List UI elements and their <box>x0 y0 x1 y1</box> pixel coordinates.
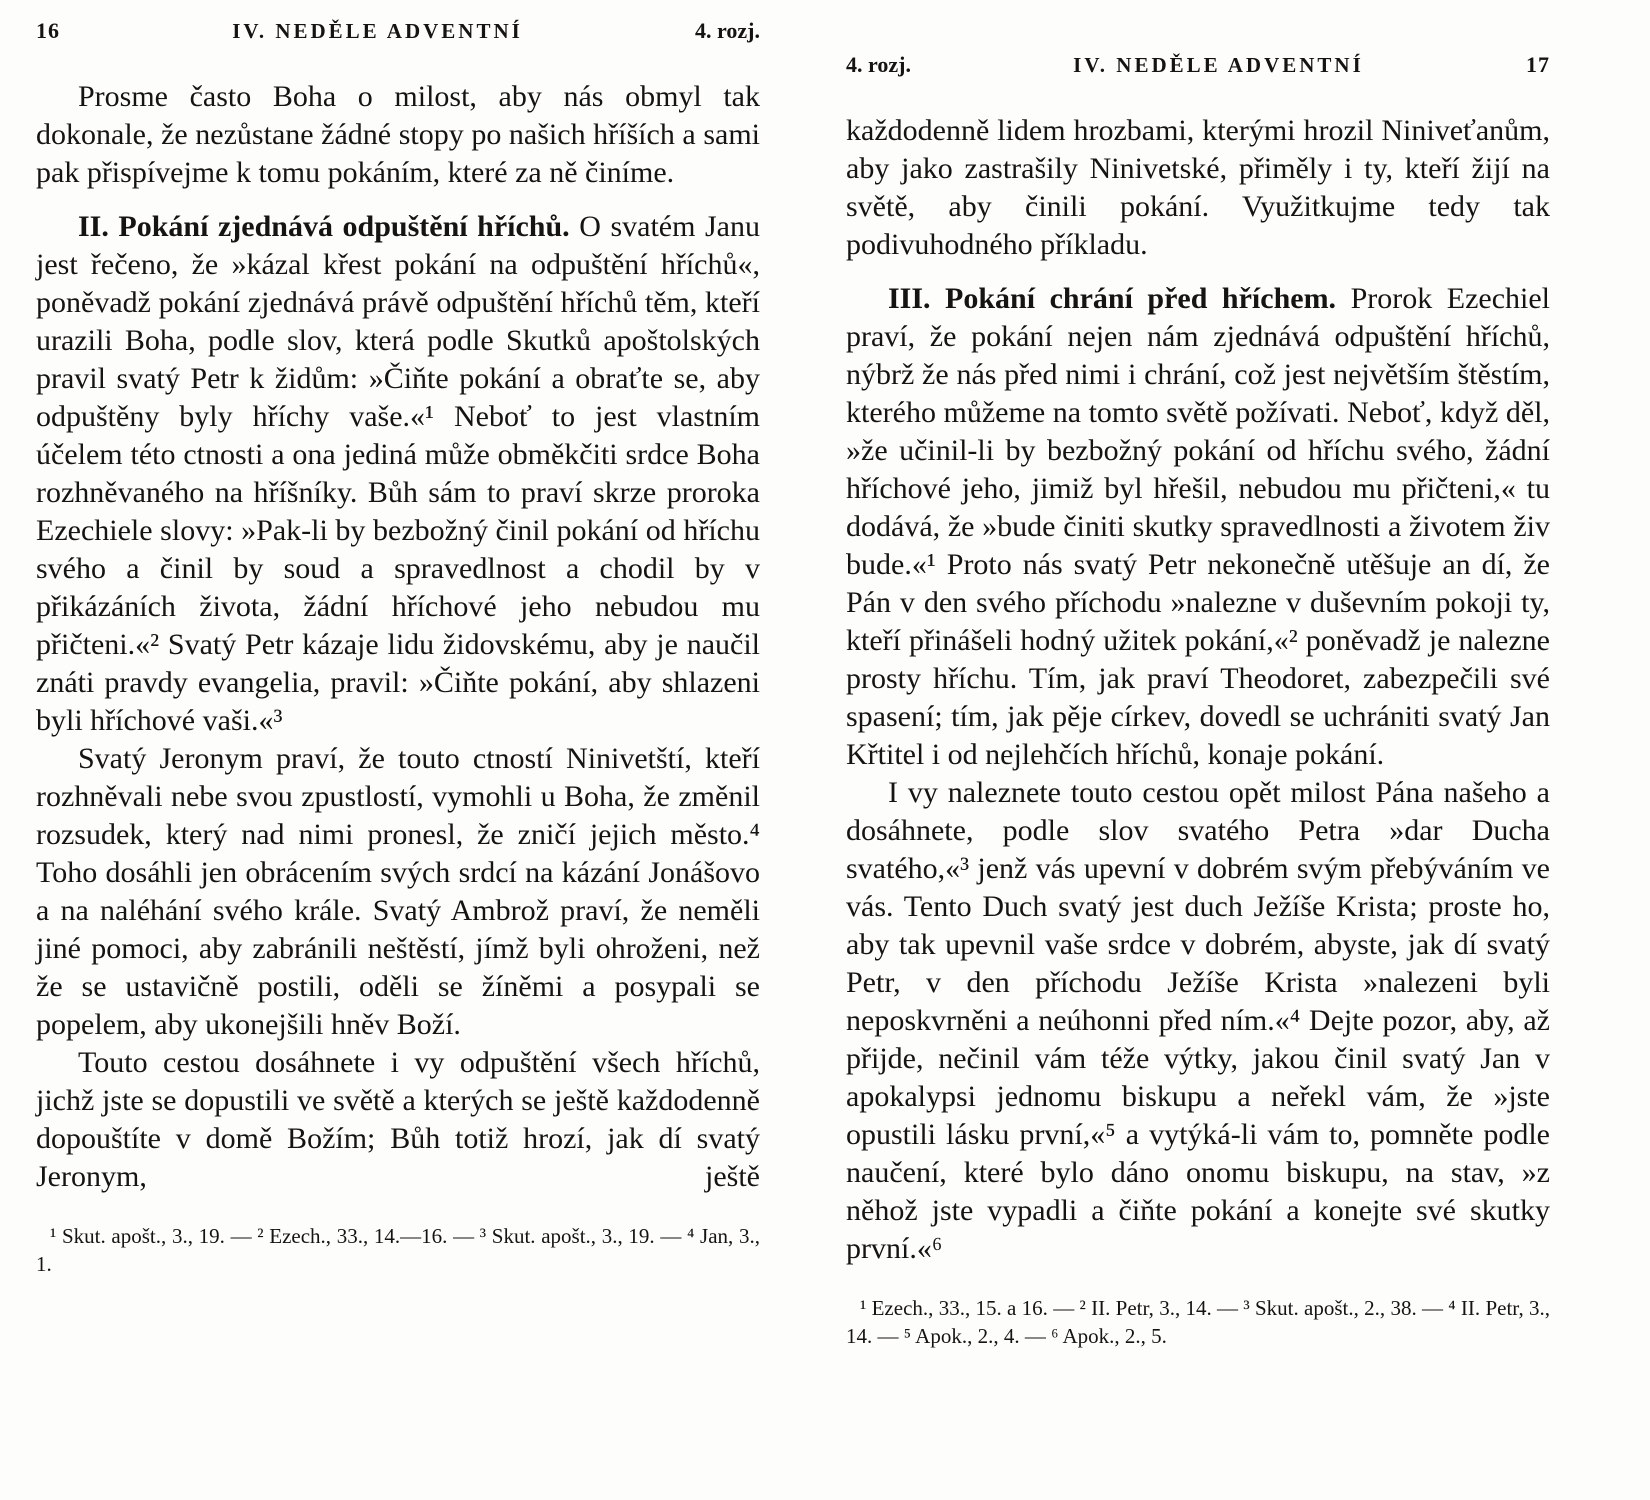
page-body <box>36 78 760 1196</box>
book-page-left <box>36 18 760 1278</box>
paragraph <box>846 774 1550 1268</box>
meditation-label: 4. rozj. <box>695 18 760 43</box>
book-page-right <box>846 52 1550 1350</box>
paragraph <box>36 740 760 1044</box>
page-number: 16 <box>36 18 60 43</box>
paragraph-section-iii <box>846 280 1550 774</box>
paragraph-text: Prosme často Boha o milost, aby nás obmyl tak dokonale, že nezůstane žádné stopy po našich hříších a sami pak přispívejme k tomu pokáním, které za ně činíme. <box>36 80 760 189</box>
footnote: ¹ Ezech., 33., 15. a 16. — ² II. Petr, 3., 14. — ³ Skut. apošt., 2., 38. — ⁴ II. Petr, 3., 14. — ⁵ Apok., 2., 4. — ⁶ Apok., 2., 5. <box>846 1296 1550 1348</box>
paragraph-text: Touto cestou dosáhnete i vy odpuštění všech hříchů, jichž jste se dopustili ve světě a kterých se ještě každodenně dopouštíte v domě Božím; Bůh totiž hrozí, jak dí svatý Jeronym, ještě <box>36 1046 760 1193</box>
paragraph <box>36 1044 760 1196</box>
running-title: IV. NEDĚLE ADVENTNÍ <box>1073 53 1364 77</box>
section-heading: II. Pokání zjednává odpuštění hříchů. <box>78 210 570 243</box>
footnote: ¹ Skut. apošt., 3., 19. — ² Ezech., 33., 14.—16. — ³ Skut. apošt., 3., 19. — ⁴ Jan, 3., 1. <box>36 1224 760 1276</box>
paragraph-continuation <box>846 112 1550 264</box>
section-heading: III. Pokání chrání před hříchem. <box>888 282 1337 315</box>
paragraph-text: I vy naleznete touto cestou opět milost Pána našeho a dosáhnete, podle slov svatého Petra »dar Ducha svatého,«³ jenž vás upevní v dobrém svým přebýváním ve vás. Tento Duch svatý jest duch Ježíše Krista; proste ho, aby tak upevnil vaše srdce v dobrém, abyste, jak dí svatý Petr, v den příchodu Ježíše Krista »nalezeni byli neposkvrněni a neúhonni před ním.«⁴ Dejte pozor, aby, až přijde, nečinil vám téže výtky, jakou činil svatý Jan v apokalypsi jednomu biskupu a neřekl vám, že »jste opustili lásku první,«⁵ a vytýká-li vám to, pomněte podle naučení, které bylo dáno onomu biskupu, na stav, »z něhož jste vypadli a čiňte pokání a konejte své skutky první.«⁶ <box>846 776 1550 1265</box>
page-header <box>36 18 760 44</box>
running-title: IV. NEDĚLE ADVENTNÍ <box>232 19 523 43</box>
page-number: 17 <box>1525 52 1550 77</box>
paragraph-text: Svatý Jeronym praví, že touto ctností Ninivetští, kteří rozhněvali nebe svou zpustlostí, vymohli u Boha, že změnil rozsudek, který nad nimi pronesl, že zničí jejich město.⁴ Toho dosáhli jen obrácením svých srdcí na kázání Jonášovo a na naléhání svého krále. Svatý Ambrož praví, že neměli jiné pomoci, aby zabránili neštěstí, jímž byli ohroženi, než že se ustavičně postili, oděli se žíněmi a posypali se popelem, aby ukonejšili hněv Boží. <box>36 742 760 1041</box>
paragraph-text: každodenně lidem hrozbami, kterými hrozil Niniveťanům, aby jako zastrašily Ninivetské, přiměly i ty, kteří žijí na světě, aby činili pokání. Využitkujme tedy tak podivuhodného příkladu. <box>846 114 1550 261</box>
paragraph-section-ii <box>36 208 760 740</box>
paragraph-text: O svatém Janu jest řečeno, že »kázal křest pokání na odpuštění hříchů«, poněvadž pokání zjednává právě odpuštění hříchů těm, kteří urazili Boha, podle slov, která podle Skutků apoštolských pravil svatý Petr k židům: »Čiňte pokání a obraťte se, aby odpuštěny byly hříchy vaše.«¹ Neboť to jest vlastním účelem této ctnosti a ona jediná může obměkčiti srdce Boha rozhněvaného na hříšníky. Bůh sám to praví skrze proroka Ezechiele slovy: »Pak-li by bezbožný činil pokání od hříchu svého a činil by soud a spravedlnost a chodil by v přikázáních života, žádní hříchové jeho nebudou mu přičteni.«² Svatý Petr kázaje lidu židovskému, aby je naučil znáti pravdy evangelia, pravil: »Čiňte pokání, aby shlazeni byli hříchové vaši.«³ <box>36 210 760 737</box>
page-header <box>846 52 1550 78</box>
meditation-label: 4. rozj. <box>846 52 911 77</box>
paragraph <box>36 78 760 192</box>
page-body <box>846 112 1550 1268</box>
paragraph-text: Prorok Ezechiel praví, že pokání nejen nám zjednává odpuštění hříchů, nýbrž že nás před nimi i chrání, což jest největším štěstím, kterého můžeme na tomto světě požívati. Neboť, když děl, »že učinil-li by bezbožný pokání od hříchu svého, žádní hříchové jeho, jimiž byl hřešil, nebudou mu přičteni,« tu dodává, že »bude činiti skutky spravedlnosti a životem živ bude.«¹ Proto nás svatý Petr nekonečně utěšuje an dí, že Pán v den svého příchodu »nalezne v duševním pokoji ty, kteří přinášeli hodný užitek pokání,«² poněvadž je nalezne prosty hříchu. Tím, jak praví Theodoret, zabezpečili své spasení; tím, jak pěje církev, dovedl se uchrániti svatý Jan Křtitel i od nejlehčích hříchů, konaje pokání. <box>846 282 1550 771</box>
